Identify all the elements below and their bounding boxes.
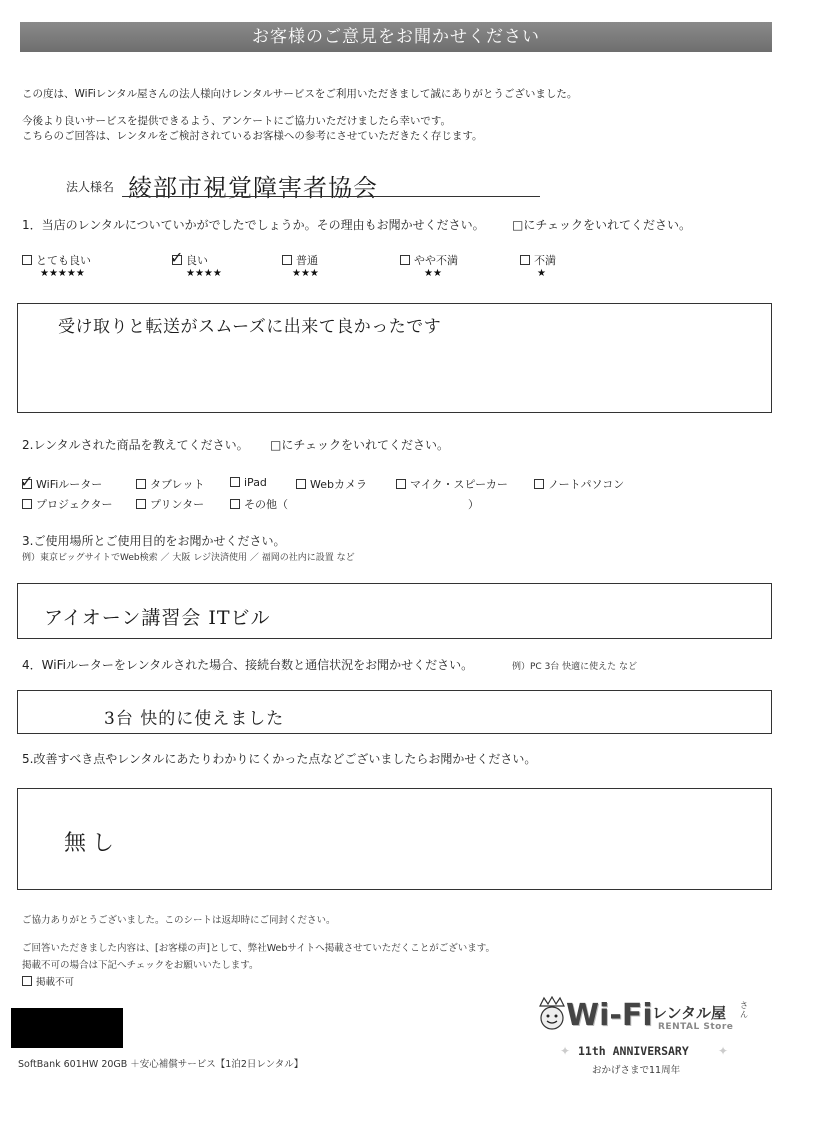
checkbox[interactable]: [534, 479, 544, 489]
option-label: ノートパソコン: [548, 478, 625, 491]
q1-stars-2: ★★: [424, 268, 442, 279]
intro-line-1: この度は、WiFiレンタル屋さんの法人様向けレンタルサービスをご利用いただきまして誠にありがとうございました。: [22, 88, 578, 100]
checkbox[interactable]: [230, 499, 240, 509]
checkbox[interactable]: [396, 479, 406, 489]
intro-line-2: 今後より良いサービスを提供できるよう、アンケートにご協力いただけましたら幸いです。: [22, 115, 452, 127]
q2-option-printer[interactable]: [136, 496, 204, 512]
option-label: 掲載不可: [36, 977, 75, 988]
q1-stars-5: ★★★★★: [40, 268, 85, 279]
q5-answer-text: 無し: [64, 831, 121, 856]
q4-answer-text: 3台 快的に使えました: [104, 709, 285, 729]
corp-name-value[interactable]: 綾部市視覚障害者協会: [128, 174, 378, 202]
option-label: プロジェクター: [36, 498, 113, 511]
logo-store-text: RENTAL Store: [658, 1022, 734, 1032]
checkbox[interactable]: [136, 479, 146, 489]
q2-other-close-paren: ）: [468, 498, 479, 511]
redacted-block: [11, 1008, 123, 1048]
q1-option-somewhat-unsatisfied[interactable]: [400, 252, 458, 268]
q3-example: 例）東京ビッグサイトでWeb検索 ／ 大阪 レジ決済使用 ／ 福岡の社内に設置 など: [22, 553, 355, 563]
q2-option-other[interactable]: [230, 496, 288, 512]
option-label: とても良い: [36, 254, 91, 267]
q1-question: 1．当店のレンタルについていかがでしたでしょうか。その理由もお聞かせください。: [22, 218, 485, 232]
checkbox[interactable]: [136, 499, 146, 509]
option-label: 良い: [186, 254, 208, 267]
logo-san-text: さん: [740, 1001, 748, 1019]
q2-note: □にチェックをいれてください。: [270, 438, 449, 452]
q5-question: 5.改善すべき点やレンタルにあたりわかりにくかった点などございましたらお聞かせください。: [22, 752, 537, 766]
q2-question: 2.レンタルされた商品を教えてください。: [22, 438, 249, 452]
no-publish-option[interactable]: [22, 974, 74, 988]
corp-label: 法人様名: [66, 180, 115, 194]
q2-option-mic-speaker[interactable]: [396, 476, 508, 492]
option-label: やや不満: [414, 254, 458, 267]
option-label: プリンター: [150, 498, 205, 511]
checkbox[interactable]: [282, 255, 292, 265]
q1-stars-1: ★: [537, 268, 546, 279]
option-label: 不満: [534, 254, 556, 267]
option-label: Webカメラ: [310, 478, 367, 491]
option-label: 普通: [296, 254, 318, 267]
option-label: WiFiルーター: [36, 478, 103, 491]
checkbox[interactable]: [520, 255, 530, 265]
intro-line-3: こちらのご回答は、レンタルをご検討されているお客様への参考にさせていただきたく存じます。: [22, 130, 483, 142]
checkbox[interactable]: [22, 255, 32, 265]
q1-stars-4: ★★★★: [186, 268, 222, 279]
checkmark-icon: ✓: [20, 472, 34, 491]
footer-publish-1: ご回答いただきました内容は、[お客様の声]として、弊社Webサイトへ掲載させていただくことがございます。: [22, 943, 496, 954]
option-label: タブレット: [150, 478, 205, 491]
q3-question: 3.ご使用場所とご使用目的をお聞かせください。: [22, 534, 286, 548]
q3-answer-text: アイオーン講習会 ITビル: [44, 607, 271, 629]
q1-option-good[interactable]: [170, 248, 208, 268]
q2-option-notebook-pc[interactable]: [534, 476, 624, 492]
q2-option-tablet[interactable]: [136, 476, 204, 492]
footer-thanks: ご協力ありがとうございました。このシートは返却時にご同封ください。: [22, 915, 336, 926]
logo-rental-text: レンタル屋: [652, 1004, 727, 1022]
sparkle-icon: ✦: [718, 1044, 729, 1058]
sparkle-icon: ✦: [560, 1044, 571, 1058]
checkmark-icon: ✓: [170, 248, 184, 267]
checkbox[interactable]: [230, 477, 240, 487]
logo-wifi-text: Wi-Fi: [566, 998, 653, 1033]
logo-okage: おかげさまで11周年: [592, 1065, 681, 1076]
corp-name-underline: [122, 196, 540, 197]
q2-option-ipad[interactable]: [230, 476, 267, 489]
page-title: お客様のご意見をお聞かせください: [20, 22, 772, 52]
q4-question: 4．WiFiルーターをレンタルされた場合、接続台数と通信状況をお聞かせください。: [22, 658, 474, 672]
q2-option-webcam[interactable]: [296, 476, 367, 492]
option-label: マイク・スピーカー: [410, 478, 508, 491]
q1-option-normal[interactable]: [282, 252, 318, 268]
logo-anniversary: 11th ANNIVERSARY: [578, 1044, 689, 1058]
q1-note: □にチェックをいれてください。: [512, 218, 691, 232]
checkbox[interactable]: [22, 976, 32, 986]
q1-option-unsatisfied[interactable]: [520, 252, 556, 268]
footer-publish-2: 掲載不可の場合は下記へチェックをお願いいたします。: [22, 960, 259, 971]
q1-option-very-good[interactable]: [22, 252, 91, 268]
q2-option-projector[interactable]: [22, 496, 113, 512]
checkbox-checked[interactable]: [20, 472, 34, 491]
q5-answer-box[interactable]: [17, 788, 772, 890]
q1-answer-text: 受け取りと転送がスムーズに出来て良かったです: [58, 317, 442, 337]
q2-option-wifi-router[interactable]: [20, 472, 103, 492]
mascot-icon: [534, 996, 570, 1032]
checkbox[interactable]: [296, 479, 306, 489]
checkbox[interactable]: [22, 499, 32, 509]
q4-example: 例）PC 3台 快適に使えた など: [512, 662, 638, 672]
option-label: iPad: [244, 476, 267, 489]
checkbox-checked[interactable]: [170, 248, 184, 267]
checkbox[interactable]: [400, 255, 410, 265]
option-label: その他（: [244, 498, 288, 511]
q1-stars-3: ★★★: [292, 268, 319, 279]
product-info: SoftBank 601HW 20GB ＋安心補償サービス【1泊2日レンタル】: [18, 1059, 304, 1070]
